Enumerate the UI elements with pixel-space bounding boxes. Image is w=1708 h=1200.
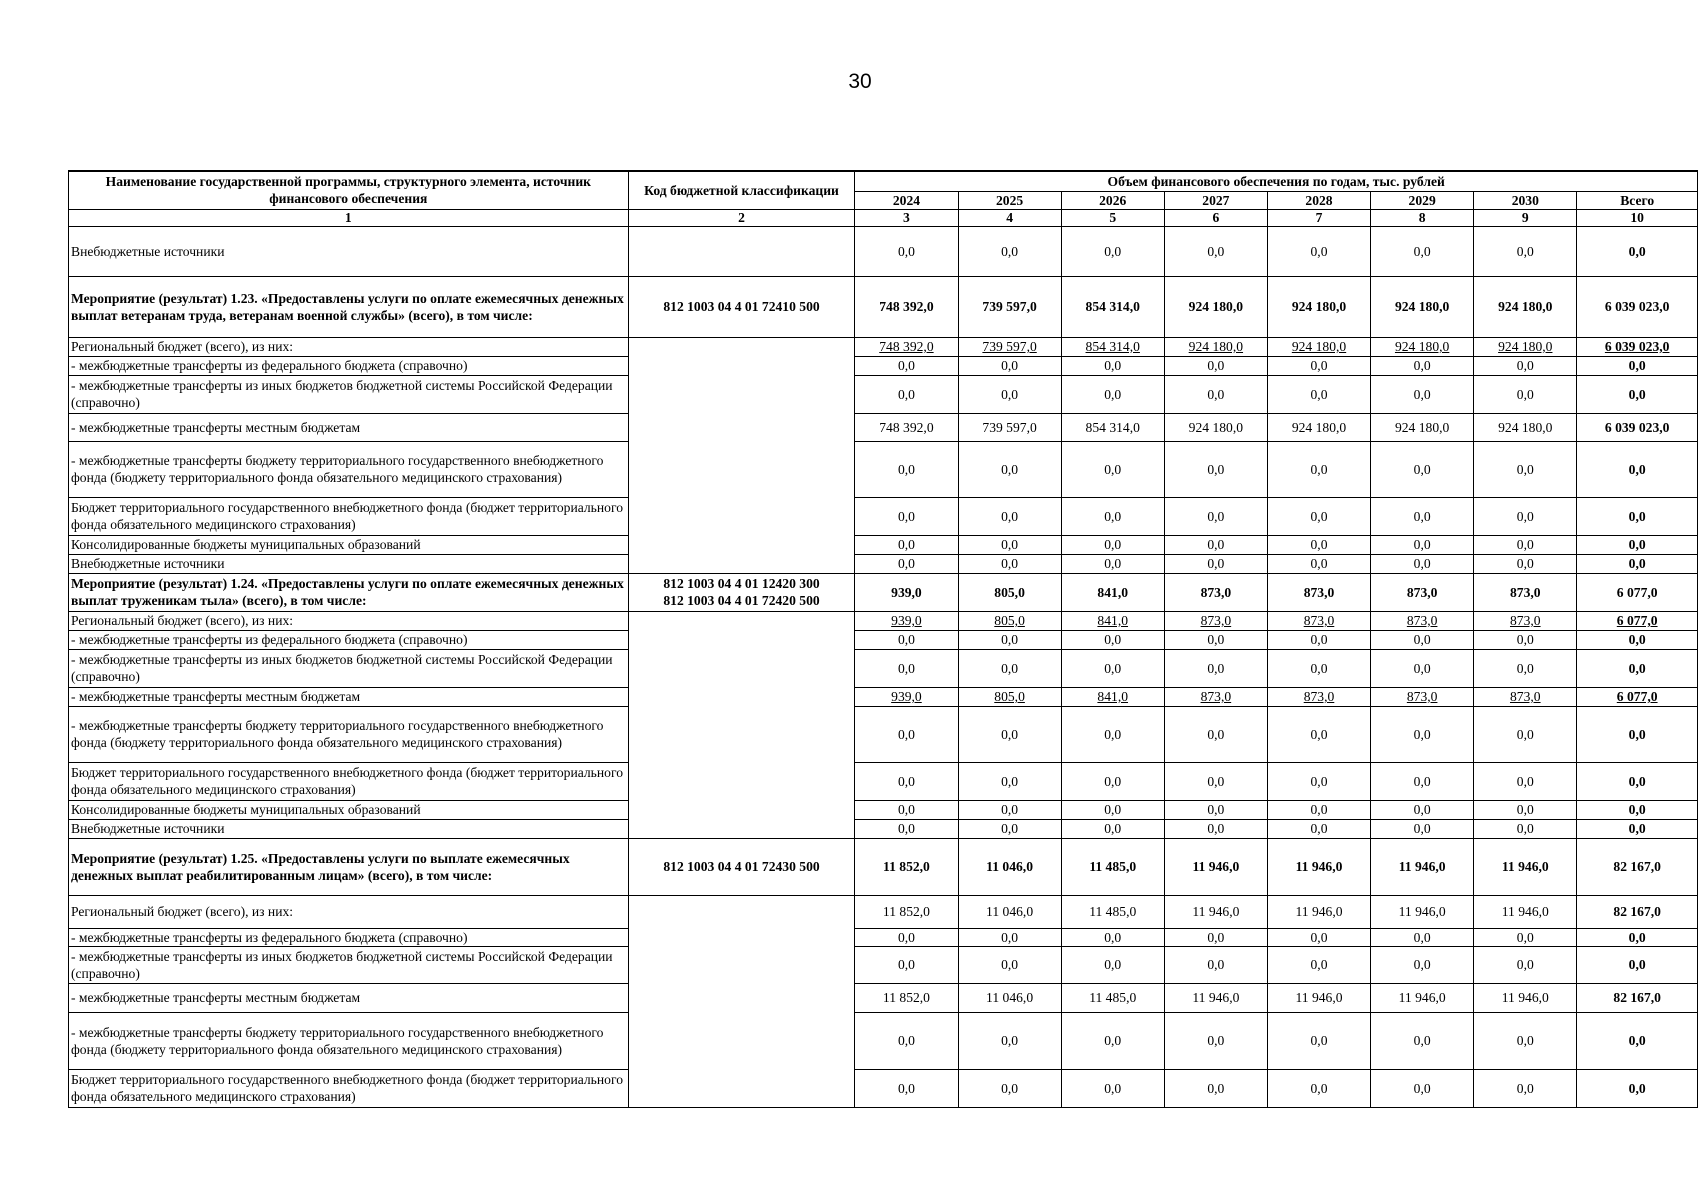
value-2028: 924 180,0 bbox=[1267, 337, 1370, 356]
value-total: 6 039 023,0 bbox=[1577, 276, 1698, 337]
value-2028: 924 180,0 bbox=[1267, 413, 1370, 441]
value-2028: 873,0 bbox=[1267, 611, 1370, 630]
row-name: Внебюджетные источники bbox=[69, 819, 629, 838]
value-2026: 0,0 bbox=[1061, 946, 1164, 983]
value-2026: 11 485,0 bbox=[1061, 895, 1164, 928]
value-total: 0,0 bbox=[1577, 554, 1698, 573]
value-2026: 0,0 bbox=[1061, 762, 1164, 800]
column-number: 5 bbox=[1061, 209, 1164, 226]
header-year: 2028 bbox=[1267, 191, 1370, 209]
measure-code bbox=[628, 573, 855, 611]
value-total: 0,0 bbox=[1577, 1012, 1698, 1069]
value-2028: 924 180,0 bbox=[1267, 276, 1370, 337]
value-2025: 0,0 bbox=[958, 706, 1061, 762]
value-2029: 11 946,0 bbox=[1371, 983, 1474, 1012]
value-2025: 0,0 bbox=[958, 535, 1061, 554]
value-2029: 0,0 bbox=[1371, 649, 1474, 687]
value-2030: 0,0 bbox=[1474, 226, 1577, 276]
table-row bbox=[69, 1012, 1698, 1069]
value-2025: 11 046,0 bbox=[958, 983, 1061, 1012]
value-total: 0,0 bbox=[1577, 928, 1698, 946]
row-name: - межбюджетные трансферты из иных бюджетов бюджетной системы Российской Федерации (справочно) bbox=[69, 375, 629, 413]
header-year: 2026 bbox=[1061, 191, 1164, 209]
table-row bbox=[69, 983, 1698, 1012]
value-2030: 0,0 bbox=[1474, 1069, 1577, 1107]
value-2026: 0,0 bbox=[1061, 800, 1164, 819]
value-2029: 0,0 bbox=[1371, 497, 1474, 535]
code-line: 812 1003 04 4 01 12420 300 bbox=[663, 576, 820, 591]
value-2027: 0,0 bbox=[1164, 762, 1267, 800]
value-2024: 0,0 bbox=[855, 706, 958, 762]
value-2024: 0,0 bbox=[855, 649, 958, 687]
value-2024: 0,0 bbox=[855, 819, 958, 838]
value-2030: 0,0 bbox=[1474, 356, 1577, 375]
column-number: 3 bbox=[855, 209, 958, 226]
row-name: - межбюджетные трансферты бюджету территориального государственного внебюджетного фонда (бюджету территориального фонда обязательного медицинского страхования) bbox=[69, 706, 629, 762]
value-2024: 0,0 bbox=[855, 800, 958, 819]
measure-name: Мероприятие (результат) 1.23. «Предоставлены услуги по оплате ежемесячных денежных выплат ветеранам труда, ветеранам военной службы» (всего), в том числе: bbox=[69, 276, 629, 337]
measure-code: 812 1003 04 4 01 72430 500 bbox=[628, 838, 855, 895]
value-2025: 805,0 bbox=[958, 687, 1061, 706]
value-2026: 0,0 bbox=[1061, 1012, 1164, 1069]
header-total: Всего bbox=[1577, 191, 1698, 209]
value-total: 6 077,0 bbox=[1577, 573, 1698, 611]
table-row bbox=[69, 413, 1698, 441]
table-row bbox=[69, 535, 1698, 554]
table-row bbox=[69, 226, 1698, 276]
table-row bbox=[69, 356, 1698, 375]
header-year: 2027 bbox=[1164, 191, 1267, 209]
value-2024: 748 392,0 bbox=[855, 276, 958, 337]
value-2028: 0,0 bbox=[1267, 497, 1370, 535]
value-2029: 0,0 bbox=[1371, 946, 1474, 983]
value-2030: 0,0 bbox=[1474, 441, 1577, 497]
value-2027: 0,0 bbox=[1164, 1069, 1267, 1107]
value-2025: 0,0 bbox=[958, 762, 1061, 800]
value-total: 6 077,0 bbox=[1577, 611, 1698, 630]
value-2027: 0,0 bbox=[1164, 819, 1267, 838]
header-year: 2030 bbox=[1474, 191, 1577, 209]
value-2025: 0,0 bbox=[958, 554, 1061, 573]
value-2030: 11 946,0 bbox=[1474, 895, 1577, 928]
row-name: - межбюджетные трансферты из федерального бюджета (справочно) bbox=[69, 928, 629, 946]
value-2024: 0,0 bbox=[855, 946, 958, 983]
row-name: Бюджет территориального государственного внебюджетного фонда (бюджет территориального фонда обязательного медицинского страхования) bbox=[69, 1069, 629, 1107]
value-2029: 0,0 bbox=[1371, 535, 1474, 554]
value-2026: 11 485,0 bbox=[1061, 838, 1164, 895]
value-total: 6 039 023,0 bbox=[1577, 413, 1698, 441]
table-row bbox=[69, 497, 1698, 535]
value-2030: 0,0 bbox=[1474, 535, 1577, 554]
measure-name: Мероприятие (результат) 1.24. «Предоставлены услуги по оплате ежемесячных денежных выплат труженикам тыла» (всего), в том числе: bbox=[69, 573, 629, 611]
value-2024: 748 392,0 bbox=[855, 413, 958, 441]
value-total: 82 167,0 bbox=[1577, 895, 1698, 928]
value-2024: 0,0 bbox=[855, 441, 958, 497]
value-2026: 0,0 bbox=[1061, 356, 1164, 375]
value-total: 0,0 bbox=[1577, 535, 1698, 554]
value-2027: 873,0 bbox=[1164, 611, 1267, 630]
value-2025: 0,0 bbox=[958, 946, 1061, 983]
value-2026: 854 314,0 bbox=[1061, 413, 1164, 441]
value-2026: 854 314,0 bbox=[1061, 337, 1164, 356]
value-2026: 0,0 bbox=[1061, 819, 1164, 838]
value-2025: 0,0 bbox=[958, 1012, 1061, 1069]
value-2025: 11 046,0 bbox=[958, 838, 1061, 895]
value-2024: 0,0 bbox=[855, 630, 958, 649]
value-2025: 0,0 bbox=[958, 356, 1061, 375]
value-2028: 0,0 bbox=[1267, 535, 1370, 554]
value-2029: 0,0 bbox=[1371, 706, 1474, 762]
column-number: 8 bbox=[1371, 209, 1474, 226]
value-2030: 0,0 bbox=[1474, 649, 1577, 687]
value-total: 0,0 bbox=[1577, 706, 1698, 762]
value-2024: 0,0 bbox=[855, 375, 958, 413]
column-number: 9 bbox=[1474, 209, 1577, 226]
value-2024: 939,0 bbox=[855, 573, 958, 611]
value-2024: 0,0 bbox=[855, 356, 958, 375]
value-2024: 0,0 bbox=[855, 928, 958, 946]
value-2028: 11 946,0 bbox=[1267, 983, 1370, 1012]
value-2026: 0,0 bbox=[1061, 1069, 1164, 1107]
value-2030: 0,0 bbox=[1474, 928, 1577, 946]
value-total: 0,0 bbox=[1577, 800, 1698, 819]
row-code bbox=[628, 337, 855, 573]
row-name: - межбюджетные трансферты из федерального бюджета (справочно) bbox=[69, 356, 629, 375]
row-name: - межбюджетные трансферты бюджету территориального государственного внебюджетного фонда (бюджету территориального фонда обязательного медицинского страхования) bbox=[69, 1012, 629, 1069]
row-name: Региональный бюджет (всего), из них: bbox=[69, 895, 629, 928]
value-2028: 873,0 bbox=[1267, 687, 1370, 706]
value-2027: 11 946,0 bbox=[1164, 838, 1267, 895]
value-total: 82 167,0 bbox=[1577, 838, 1698, 895]
value-2027: 0,0 bbox=[1164, 1012, 1267, 1069]
value-2025: 0,0 bbox=[958, 800, 1061, 819]
table-row bbox=[69, 649, 1698, 687]
value-2026: 841,0 bbox=[1061, 573, 1164, 611]
value-2030: 0,0 bbox=[1474, 554, 1577, 573]
value-2030: 11 946,0 bbox=[1474, 838, 1577, 895]
value-2028: 0,0 bbox=[1267, 356, 1370, 375]
table-row bbox=[69, 946, 1698, 983]
column-number: 2 bbox=[628, 209, 855, 226]
row-name: - межбюджетные трансферты из иных бюджетов бюджетной системы Российской Федерации (справочно) bbox=[69, 946, 629, 983]
value-2026: 0,0 bbox=[1061, 535, 1164, 554]
value-2028: 0,0 bbox=[1267, 1012, 1370, 1069]
value-2030: 0,0 bbox=[1474, 762, 1577, 800]
value-2030: 0,0 bbox=[1474, 946, 1577, 983]
value-2026: 0,0 bbox=[1061, 375, 1164, 413]
value-2029: 0,0 bbox=[1371, 630, 1474, 649]
table-row bbox=[69, 762, 1698, 800]
value-2026: 0,0 bbox=[1061, 554, 1164, 573]
value-2027: 0,0 bbox=[1164, 441, 1267, 497]
value-total: 0,0 bbox=[1577, 630, 1698, 649]
row-name: - межбюджетные трансферты бюджету территориального государственного внебюджетного фонда (бюджету территориального фонда обязательного медицинского страхования) bbox=[69, 441, 629, 497]
value-2027: 0,0 bbox=[1164, 946, 1267, 983]
value-2029: 11 946,0 bbox=[1371, 838, 1474, 895]
value-2025: 0,0 bbox=[958, 226, 1061, 276]
value-2027: 873,0 bbox=[1164, 573, 1267, 611]
value-2027: 0,0 bbox=[1164, 630, 1267, 649]
value-2024: 11 852,0 bbox=[855, 983, 958, 1012]
value-2028: 0,0 bbox=[1267, 554, 1370, 573]
value-2028: 0,0 bbox=[1267, 630, 1370, 649]
value-2028: 11 946,0 bbox=[1267, 838, 1370, 895]
value-2027: 0,0 bbox=[1164, 554, 1267, 573]
value-2024: 11 852,0 bbox=[855, 895, 958, 928]
value-2025: 739 597,0 bbox=[958, 413, 1061, 441]
value-2029: 0,0 bbox=[1371, 375, 1474, 413]
value-2030: 924 180,0 bbox=[1474, 413, 1577, 441]
value-2027: 11 946,0 bbox=[1164, 983, 1267, 1012]
value-2029: 0,0 bbox=[1371, 226, 1474, 276]
value-2024: 0,0 bbox=[855, 1069, 958, 1107]
row-name: Бюджет территориального государственного внебюджетного фонда (бюджет территориального фонда обязательного медицинского страхования) bbox=[69, 762, 629, 800]
value-2027: 0,0 bbox=[1164, 535, 1267, 554]
value-2029: 0,0 bbox=[1371, 762, 1474, 800]
table-row bbox=[69, 819, 1698, 838]
value-2027: 0,0 bbox=[1164, 497, 1267, 535]
table-row bbox=[69, 895, 1698, 928]
value-2030: 0,0 bbox=[1474, 800, 1577, 819]
value-2026: 0,0 bbox=[1061, 441, 1164, 497]
row-name: Консолидированные бюджеты муниципальных образований bbox=[69, 535, 629, 554]
row-name: - межбюджетные трансферты из иных бюджетов бюджетной системы Российской Федерации (справочно) bbox=[69, 649, 629, 687]
header-name: Наименование государственной программы, структурного элемента, источник финансового обеспечения bbox=[69, 171, 629, 209]
value-2025: 0,0 bbox=[958, 630, 1061, 649]
value-2029: 873,0 bbox=[1371, 573, 1474, 611]
value-2024: 11 852,0 bbox=[855, 838, 958, 895]
table-row bbox=[69, 337, 1698, 356]
row-name: Региональный бюджет (всего), из них: bbox=[69, 611, 629, 630]
value-2026: 841,0 bbox=[1061, 687, 1164, 706]
table-row bbox=[69, 1069, 1698, 1107]
value-2029: 873,0 bbox=[1371, 687, 1474, 706]
row-name: - межбюджетные трансферты местным бюджетам bbox=[69, 687, 629, 706]
header-volume: Объем финансового обеспечения по годам, тыс. рублей bbox=[855, 171, 1698, 191]
row-name: - межбюджетные трансферты местным бюджетам bbox=[69, 983, 629, 1012]
row-name: Бюджет территориального государственного внебюджетного фонда (бюджет территориального фонда обязательного медицинского страхования) bbox=[69, 497, 629, 535]
value-2028: 0,0 bbox=[1267, 226, 1370, 276]
value-2025: 0,0 bbox=[958, 819, 1061, 838]
value-total: 0,0 bbox=[1577, 441, 1698, 497]
value-2028: 0,0 bbox=[1267, 1069, 1370, 1107]
value-2025: 0,0 bbox=[958, 497, 1061, 535]
row-name: - межбюджетные трансферты местным бюджетам bbox=[69, 413, 629, 441]
value-2026: 0,0 bbox=[1061, 928, 1164, 946]
value-2027: 0,0 bbox=[1164, 375, 1267, 413]
column-number: 4 bbox=[958, 209, 1061, 226]
value-2026: 0,0 bbox=[1061, 630, 1164, 649]
value-total: 0,0 bbox=[1577, 497, 1698, 535]
row-code bbox=[628, 611, 855, 838]
table-row bbox=[69, 706, 1698, 762]
table-row bbox=[69, 611, 1698, 630]
value-2027: 0,0 bbox=[1164, 706, 1267, 762]
value-2030: 0,0 bbox=[1474, 706, 1577, 762]
table-row bbox=[69, 630, 1698, 649]
value-total: 6 039 023,0 bbox=[1577, 337, 1698, 356]
code-line: 812 1003 04 4 01 72420 500 bbox=[663, 593, 820, 608]
table-row bbox=[69, 441, 1698, 497]
value-2028: 0,0 bbox=[1267, 946, 1370, 983]
value-2025: 0,0 bbox=[958, 1069, 1061, 1107]
value-2027: 11 946,0 bbox=[1164, 895, 1267, 928]
value-2024: 748 392,0 bbox=[855, 337, 958, 356]
value-2030: 873,0 bbox=[1474, 611, 1577, 630]
value-2024: 0,0 bbox=[855, 554, 958, 573]
measure-row bbox=[69, 838, 1698, 895]
measure-name: Мероприятие (результат) 1.25. «Предоставлены услуги по выплате ежемесячных денежных выплат реабилитированным лицам» (всего), в том числе: bbox=[69, 838, 629, 895]
value-2029: 924 180,0 bbox=[1371, 413, 1474, 441]
value-2025: 0,0 bbox=[958, 649, 1061, 687]
value-total: 0,0 bbox=[1577, 1069, 1698, 1107]
value-2029: 0,0 bbox=[1371, 1069, 1474, 1107]
measure-row bbox=[69, 276, 1698, 337]
value-2029: 873,0 bbox=[1371, 611, 1474, 630]
value-2030: 0,0 bbox=[1474, 375, 1577, 413]
value-2026: 0,0 bbox=[1061, 226, 1164, 276]
measure-row bbox=[69, 573, 1698, 611]
row-name: Внебюджетные источники bbox=[69, 554, 629, 573]
value-2028: 0,0 bbox=[1267, 706, 1370, 762]
value-2025: 0,0 bbox=[958, 375, 1061, 413]
value-2027: 0,0 bbox=[1164, 226, 1267, 276]
page-number: 30 bbox=[848, 70, 872, 93]
value-2028: 0,0 bbox=[1267, 800, 1370, 819]
value-2029: 924 180,0 bbox=[1371, 337, 1474, 356]
value-2025: 0,0 bbox=[958, 441, 1061, 497]
value-2028: 11 946,0 bbox=[1267, 895, 1370, 928]
value-total: 0,0 bbox=[1577, 226, 1698, 276]
header-year: 2029 bbox=[1371, 191, 1474, 209]
value-total: 82 167,0 bbox=[1577, 983, 1698, 1012]
value-2026: 854 314,0 bbox=[1061, 276, 1164, 337]
table-row bbox=[69, 800, 1698, 819]
value-total: 6 077,0 bbox=[1577, 687, 1698, 706]
value-total: 0,0 bbox=[1577, 649, 1698, 687]
value-2030: 0,0 bbox=[1474, 819, 1577, 838]
value-2029: 924 180,0 bbox=[1371, 276, 1474, 337]
value-2030: 924 180,0 bbox=[1474, 276, 1577, 337]
value-total: 0,0 bbox=[1577, 819, 1698, 838]
value-2030: 0,0 bbox=[1474, 1012, 1577, 1069]
value-2029: 0,0 bbox=[1371, 1012, 1474, 1069]
value-2030: 924 180,0 bbox=[1474, 337, 1577, 356]
value-2024: 0,0 bbox=[855, 535, 958, 554]
measure-code: 812 1003 04 4 01 72410 500 bbox=[628, 276, 855, 337]
row-name: Внебюджетные источники bbox=[69, 226, 629, 276]
value-total: 0,0 bbox=[1577, 946, 1698, 983]
value-2027: 924 180,0 bbox=[1164, 337, 1267, 356]
value-2025: 739 597,0 bbox=[958, 337, 1061, 356]
value-2028: 0,0 bbox=[1267, 928, 1370, 946]
table-row bbox=[69, 554, 1698, 573]
value-2024: 939,0 bbox=[855, 611, 958, 630]
value-2026: 841,0 bbox=[1061, 611, 1164, 630]
column-number: 6 bbox=[1164, 209, 1267, 226]
value-2029: 0,0 bbox=[1371, 928, 1474, 946]
value-total: 0,0 bbox=[1577, 375, 1698, 413]
table-row bbox=[69, 375, 1698, 413]
value-2029: 0,0 bbox=[1371, 800, 1474, 819]
value-2028: 873,0 bbox=[1267, 573, 1370, 611]
value-2030: 0,0 bbox=[1474, 630, 1577, 649]
value-2027: 924 180,0 bbox=[1164, 276, 1267, 337]
column-number: 10 bbox=[1577, 209, 1698, 226]
value-2025: 805,0 bbox=[958, 573, 1061, 611]
value-2025: 805,0 bbox=[958, 611, 1061, 630]
value-2029: 0,0 bbox=[1371, 819, 1474, 838]
value-2026: 0,0 bbox=[1061, 497, 1164, 535]
financing-table bbox=[68, 170, 1698, 1108]
header-year: 2024 bbox=[855, 191, 958, 209]
value-2027: 873,0 bbox=[1164, 687, 1267, 706]
value-2027: 0,0 bbox=[1164, 356, 1267, 375]
value-2028: 0,0 bbox=[1267, 441, 1370, 497]
row-name: - межбюджетные трансферты из федерального бюджета (справочно) bbox=[69, 630, 629, 649]
value-2026: 0,0 bbox=[1061, 706, 1164, 762]
table-row bbox=[69, 687, 1698, 706]
row-code bbox=[628, 895, 855, 1107]
value-2024: 0,0 bbox=[855, 226, 958, 276]
value-2028: 0,0 bbox=[1267, 762, 1370, 800]
value-2030: 11 946,0 bbox=[1474, 983, 1577, 1012]
value-2026: 11 485,0 bbox=[1061, 983, 1164, 1012]
value-2030: 873,0 bbox=[1474, 687, 1577, 706]
value-total: 0,0 bbox=[1577, 356, 1698, 375]
header-code: Код бюджетной классификации bbox=[628, 171, 855, 209]
value-2026: 0,0 bbox=[1061, 649, 1164, 687]
value-2024: 939,0 bbox=[855, 687, 958, 706]
value-2025: 11 046,0 bbox=[958, 895, 1061, 928]
value-2025: 0,0 bbox=[958, 928, 1061, 946]
row-name: Консолидированные бюджеты муниципальных образований bbox=[69, 800, 629, 819]
value-2027: 0,0 bbox=[1164, 800, 1267, 819]
row-name: Региональный бюджет (всего), из них: bbox=[69, 337, 629, 356]
value-2024: 0,0 bbox=[855, 1012, 958, 1069]
column-number: 7 bbox=[1267, 209, 1370, 226]
value-2027: 0,0 bbox=[1164, 649, 1267, 687]
value-2027: 0,0 bbox=[1164, 928, 1267, 946]
value-total: 0,0 bbox=[1577, 762, 1698, 800]
value-2028: 0,0 bbox=[1267, 375, 1370, 413]
value-2024: 0,0 bbox=[855, 497, 958, 535]
header-year: 2025 bbox=[958, 191, 1061, 209]
value-2030: 873,0 bbox=[1474, 573, 1577, 611]
row-code bbox=[628, 226, 855, 276]
value-2029: 0,0 bbox=[1371, 554, 1474, 573]
value-2028: 0,0 bbox=[1267, 819, 1370, 838]
value-2024: 0,0 bbox=[855, 762, 958, 800]
value-2029: 0,0 bbox=[1371, 441, 1474, 497]
value-2029: 0,0 bbox=[1371, 356, 1474, 375]
table-row bbox=[69, 928, 1698, 946]
value-2025: 739 597,0 bbox=[958, 276, 1061, 337]
value-2030: 0,0 bbox=[1474, 497, 1577, 535]
value-2027: 924 180,0 bbox=[1164, 413, 1267, 441]
value-2028: 0,0 bbox=[1267, 649, 1370, 687]
column-number: 1 bbox=[69, 209, 629, 226]
value-2029: 11 946,0 bbox=[1371, 895, 1474, 928]
